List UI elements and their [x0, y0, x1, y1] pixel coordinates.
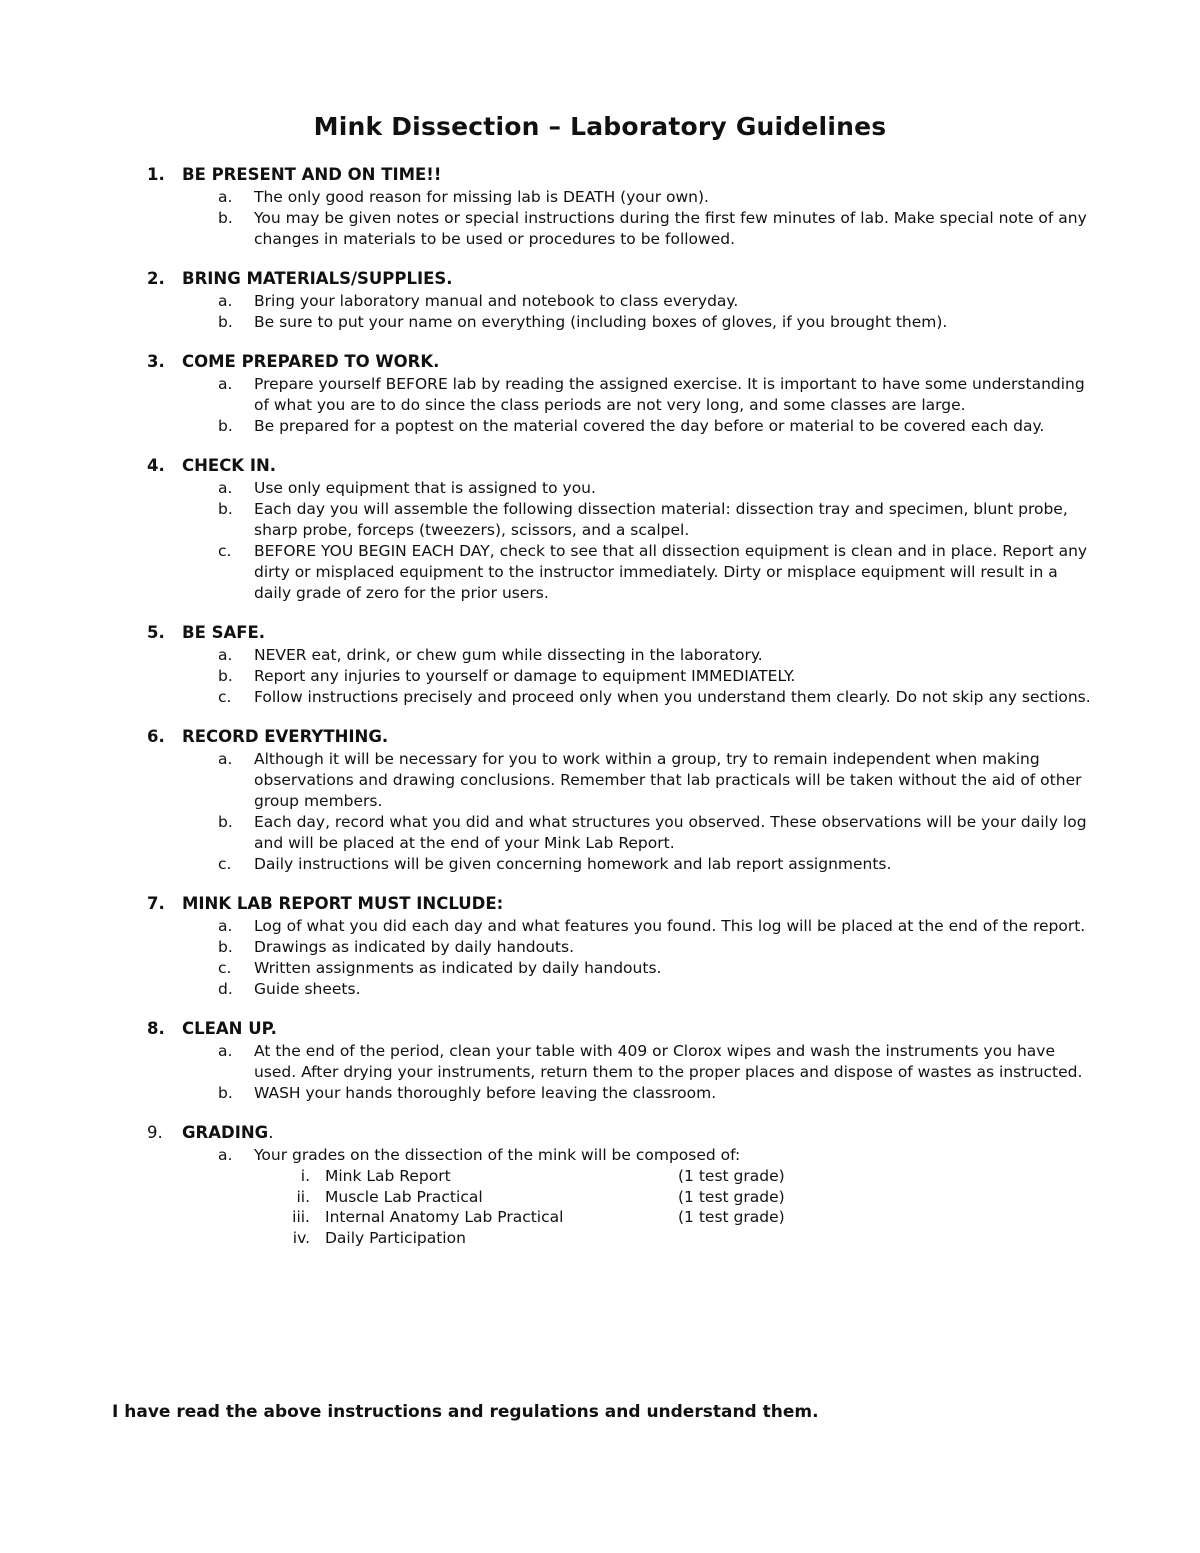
- item-letter: b.: [218, 417, 233, 435]
- item-letter: b.: [218, 209, 233, 227]
- item-text: You may be given notes or special instructions during the first few minutes of lab. Make special note of any changes in materials to be used or procedures to be followed.: [254, 209, 1087, 248]
- subitem-numeral: i.: [300, 1167, 310, 1185]
- item-letter: c.: [218, 542, 232, 560]
- list-item: [0, 687, 1200, 708]
- section-heading-label: BRING MATERIALS/SUPPLIES.: [182, 269, 453, 288]
- guidelines-list: [0, 163, 1200, 1265]
- item-letter: a.: [218, 292, 233, 310]
- item-letter: c.: [218, 855, 232, 873]
- section-heading-text: [182, 454, 276, 478]
- item-text: At the end of the period, clean your table with 409 or Clorox wipes and wash the instruments you have used. After drying your instruments, return them to the proper places and dispose of wastes as instructed.: [254, 1042, 1083, 1081]
- section-heading-text: [182, 350, 439, 374]
- item-letter: a.: [218, 479, 233, 497]
- section-number: 7.: [147, 894, 165, 913]
- item-letter: a.: [218, 1146, 233, 1164]
- section-heading-label: COME PREPARED TO WORK.: [182, 352, 440, 371]
- guideline-section: [0, 1121, 1200, 1248]
- section-heading: [0, 163, 1200, 187]
- subitem-numeral: iii.: [292, 1208, 310, 1226]
- guideline-section: [0, 621, 1200, 708]
- section-heading-label: MINK LAB REPORT MUST INCLUDE:: [182, 894, 504, 913]
- guideline-section: [0, 1017, 1200, 1104]
- item-text: Follow instructions precisely and proceed only when you understand them clearly. Do not skip any sections.: [254, 688, 1091, 706]
- list-item: [0, 854, 1200, 875]
- list-item: [0, 416, 1200, 437]
- list-item: [0, 187, 1200, 208]
- section-heading: [0, 892, 1200, 916]
- section-heading: [0, 621, 1200, 645]
- section-number: 8.: [147, 1019, 165, 1038]
- list-item: [0, 1041, 1200, 1083]
- item-letter: c.: [218, 959, 232, 977]
- item-letter: b.: [218, 667, 233, 685]
- grade-component: [0, 1207, 1200, 1228]
- grade-component: [0, 1187, 1200, 1208]
- section-heading-label: BE SAFE.: [182, 623, 266, 642]
- section-heading: [0, 1121, 1200, 1145]
- item-text: Use only equipment that is assigned to you.: [254, 479, 596, 497]
- section-heading: [0, 725, 1200, 749]
- item-letter: a.: [218, 750, 233, 768]
- item-letter: a.: [218, 375, 233, 393]
- item-letter: c.: [218, 688, 232, 706]
- item-text: Be prepared for a poptest on the material covered the day before or material to be covered each day.: [254, 417, 1045, 435]
- section-heading-label: RECORD EVERYTHING.: [182, 727, 389, 746]
- list-item: [0, 666, 1200, 687]
- guideline-section: [0, 892, 1200, 1000]
- guideline-section: [0, 725, 1200, 875]
- item-text: Log of what you did each day and what features you found. This log will be placed at the end of the report.: [254, 917, 1086, 935]
- item-text: Guide sheets.: [254, 980, 361, 998]
- list-item: [0, 749, 1200, 812]
- section-heading-label: CHECK IN.: [182, 456, 277, 475]
- list-item: [0, 937, 1200, 958]
- section-heading-label: GRADING: [182, 1123, 269, 1142]
- item-text: Each day you will assemble the following dissection material: dissection tray and specimen, blunt probe, sharp probe, forceps (tweezers), scissors, and a scalpel.: [254, 500, 1068, 539]
- item-text: Be sure to put your name on everything (including boxes of gloves, if you brought them).: [254, 313, 948, 331]
- item-text: Each day, record what you did and what structures you observed. These observations will be your daily log and will be placed at the end of your Mink Lab Report.: [254, 813, 1087, 852]
- list-item: [0, 291, 1200, 312]
- section-heading: [0, 1017, 1200, 1041]
- item-text: Bring your laboratory manual and notebook to class everyday.: [254, 292, 739, 310]
- item-text: WASH your hands thoroughly before leaving the classroom.: [254, 1084, 717, 1102]
- guideline-section: [0, 454, 1200, 604]
- item-text: Report any injuries to yourself or damage to equipment IMMEDIATELY.: [254, 667, 796, 685]
- subitem-text: Mink Lab Report: [325, 1167, 451, 1185]
- item-letter: b.: [218, 500, 233, 518]
- section-number: 9.: [147, 1123, 163, 1142]
- section-number: 4.: [147, 456, 165, 475]
- item-text: Daily instructions will be given concerning homework and lab report assignments.: [254, 855, 892, 873]
- section-heading-text: [182, 1017, 277, 1041]
- item-letter: a.: [218, 1042, 233, 1060]
- item-letter: d.: [218, 980, 233, 998]
- section-heading-text: [182, 163, 441, 187]
- item-text: Drawings as indicated by daily handouts.: [254, 938, 574, 956]
- item-text: Prepare yourself BEFORE lab by reading the assigned exercise. It is important to have some understanding of what you are to do since the class periods are not very long, and some classes are large.: [254, 375, 1085, 414]
- section-number: 1.: [147, 165, 165, 184]
- section-heading-text: [182, 621, 265, 645]
- section-heading-text: [182, 267, 453, 291]
- section-number: 6.: [147, 727, 165, 746]
- subitem-text: Internal Anatomy Lab Practical: [325, 1208, 564, 1226]
- list-item: [0, 979, 1200, 1000]
- guideline-section: [0, 163, 1200, 250]
- subitem-text: Daily Participation: [325, 1228, 466, 1247]
- item-letter: b.: [218, 1084, 233, 1102]
- item-letter: b.: [218, 313, 233, 331]
- list-item: [0, 1145, 1200, 1166]
- section-heading-label: BE PRESENT AND ON TIME!!: [182, 165, 442, 184]
- item-text: The only good reason for missing lab is DEATH (your own).: [254, 188, 709, 206]
- grade-component: [0, 1228, 1200, 1249]
- item-text: NEVER eat, drink, or chew gum while dissecting in the laboratory.: [254, 646, 763, 664]
- list-item: [0, 958, 1200, 979]
- subitem-grade-weight: (1 test grade): [678, 1187, 785, 1206]
- list-item: [0, 812, 1200, 854]
- section-heading: [0, 350, 1200, 374]
- list-item: [0, 478, 1200, 499]
- item-letter: a.: [218, 646, 233, 664]
- subitem-numeral: iv.: [292, 1228, 310, 1247]
- item-text: Written assignments as indicated by daily handouts.: [254, 959, 662, 977]
- item-text: Your grades on the dissection of the mink will be composed of:: [254, 1146, 741, 1164]
- item-letter: b.: [218, 938, 233, 956]
- grade-component: [0, 1166, 1200, 1187]
- list-item: [0, 499, 1200, 541]
- section-heading: [0, 267, 1200, 291]
- list-item: [0, 208, 1200, 250]
- list-item: [0, 312, 1200, 333]
- section-number: 5.: [147, 623, 165, 642]
- item-letter: a.: [218, 188, 233, 206]
- subitem-grade-weight: (1 test grade): [678, 1167, 785, 1185]
- section-number: 3.: [147, 352, 165, 371]
- item-letter: b.: [218, 813, 233, 831]
- list-item: [0, 916, 1200, 937]
- subitem-grade-weight: (1 test grade): [678, 1208, 785, 1226]
- section-heading-text: [182, 892, 503, 916]
- list-item: [0, 1083, 1200, 1104]
- item-text: BEFORE YOU BEGIN EACH DAY, check to see that all dissection equipment is clean and in place. Report any dirty or misplaced equipment to the instructor immediately. Dirty or misplace equipment will result in a daily grade of zero for the prior users.: [254, 542, 1088, 602]
- document-title: Mink Dissection – Laboratory Guidelines: [313, 112, 887, 141]
- section-heading-text: [182, 1121, 273, 1145]
- subitem-text: Muscle Lab Practical: [325, 1187, 483, 1206]
- list-item: [0, 541, 1200, 604]
- section-number: 2.: [147, 269, 165, 288]
- guideline-section: [0, 350, 1200, 437]
- section-heading-suffix: .: [268, 1123, 274, 1142]
- subitem-numeral: ii.: [296, 1187, 310, 1206]
- section-heading-text: [182, 725, 388, 749]
- section-heading-label: CLEAN UP.: [182, 1019, 277, 1038]
- item-letter: a.: [218, 917, 233, 935]
- acknowledgement-statement: I have read the above instructions and regulations and understand them.: [112, 1402, 819, 1422]
- list-item: [0, 374, 1200, 416]
- section-heading: [0, 454, 1200, 478]
- list-item: [0, 645, 1200, 666]
- item-text: Although it will be necessary for you to work within a group, try to remain independent when making observations and drawing conclusions. Remember that lab practicals will be taken without the aid of other group members.: [254, 750, 1082, 810]
- guideline-section: [0, 267, 1200, 333]
